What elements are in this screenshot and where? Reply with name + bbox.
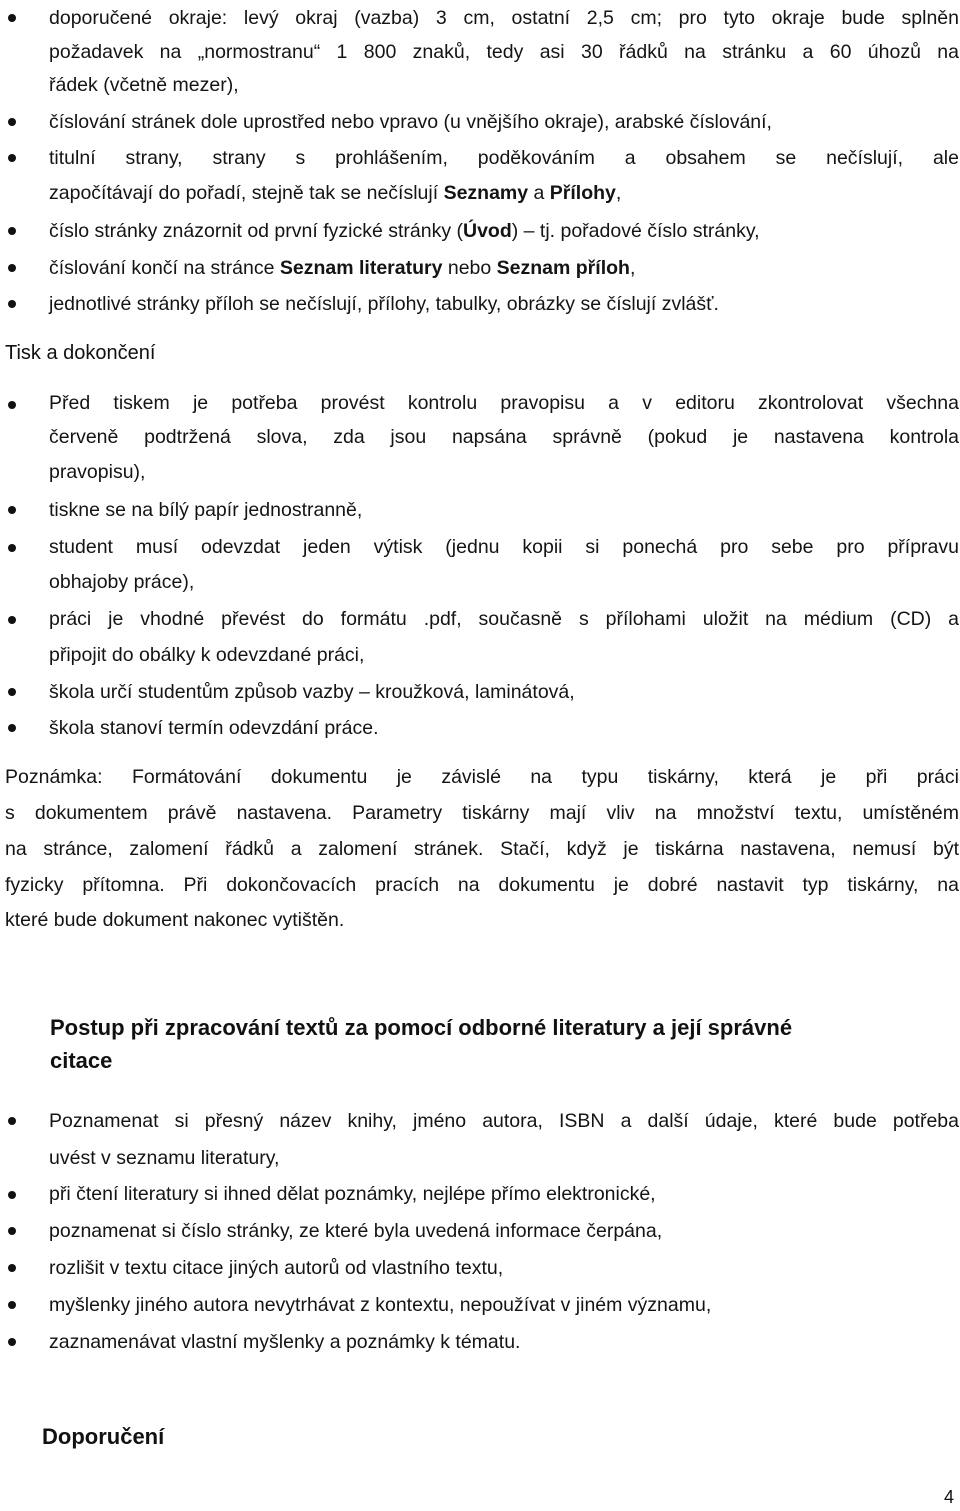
bullet-icon	[8, 14, 16, 22]
list1-item1-line3: řádek (včetně mezer),	[49, 74, 239, 96]
bullet-icon	[8, 227, 16, 235]
list1-item5-seznam-literatury: Seznam literatury	[279, 257, 443, 279]
list2-item1-line2: červeně podtržená slova, zda jsou napsána správně (pokud je nastavena kontrola	[49, 426, 959, 448]
bullet-icon	[8, 1301, 16, 1309]
tisk-heading: Tisk a dokončení	[5, 342, 156, 364]
list1-item3-text-e: ,	[615, 182, 622, 204]
list3-item5: myšlenky jiného autora nevytrhávat z kontextu, nepoužívat v jiném významu,	[49, 1294, 712, 1316]
list3-item2: při čtení literatury si ihned dělat poznámky, nejlépe přímo elektronické,	[49, 1183, 656, 1205]
bullet-icon	[8, 616, 16, 624]
bullet-icon	[8, 1338, 16, 1346]
bullet-icon	[8, 264, 16, 272]
list1-item3-text-c: a	[528, 182, 550, 204]
note-line3: na stránce, zalomení řádků a zalomení stránek. Stačí, když je tiskárna nastavena, nemusí být	[5, 838, 959, 860]
list1-item3-line1: titulní strany, strany s prohlášením, poděkováním a obsahem se nečíslují, ale	[49, 147, 959, 169]
list3-item1-line1: Poznamenat si přesný název knihy, jméno autora, ISBN a další údaje, které bude potřeba	[49, 1110, 959, 1132]
list1-item3-seznamy: Seznamy	[443, 182, 529, 204]
list2-item4-line1: práci je vhodné převést do formátu .pdf, současně s přílohami uložit na médium (CD) a	[49, 608, 959, 630]
list2-item4-line2: připojit do obálky k odevzdané práci,	[49, 644, 365, 666]
bullet-icon	[8, 1191, 16, 1199]
bullet-icon	[8, 1227, 16, 1235]
list1-item6: jednotlivé stránky příloh se nečíslují, přílohy, tabulky, obrázky se číslují zvlášť.	[49, 293, 719, 315]
bullet-icon	[8, 506, 16, 514]
list1-item3-line2	[49, 180, 621, 206]
bullet-icon	[8, 688, 16, 696]
list1-item5-text-c: nebo	[442, 257, 497, 279]
doporuceni-heading: Doporučení	[42, 1424, 165, 1449]
list1-item2: číslování stránek dole uprostřed nebo vpravo (u vnějšího okraje), arabské číslování,	[49, 111, 772, 133]
bullet-icon	[8, 154, 16, 162]
list1-item4-uvod: Úvod	[462, 220, 512, 242]
list2-item3-line1: student musí odevzdat jeden výtisk (jednu kopii si ponechá pro sebe pro přípravu	[49, 536, 959, 558]
list2-item1-line1: Před tiskem je potřeba provést kontrolu pravopisu a v editoru zkontrolovat všechna	[49, 392, 959, 414]
note-line4: fyzicky přítomna. Při dokončovacích pracích na dokumentu je dobré nastavit typ tiskárny, na	[5, 874, 959, 896]
list1-item3-prilohy: Přílohy	[549, 182, 616, 204]
list1-item4-text-a: číslo stránky znázornit od první fyzické stránky (	[49, 220, 463, 242]
list1-item1-line2: požadavek na „normostranu“ 1 800 znaků, tedy asi 30 řádků na stránku a 60 úhozů na	[49, 41, 959, 63]
list3-item3: poznamenat si číslo stránky, ze které byla uvedená informace čerpána,	[49, 1220, 663, 1242]
list3-item1-line2: uvést v seznamu literatury,	[49, 1147, 280, 1169]
bullet-icon	[8, 300, 16, 308]
note-line2: s dokumentem právě nastavena. Parametry tiskárny mají vliv na množství textu, umístěném	[5, 802, 959, 824]
bullet-icon	[8, 1264, 16, 1272]
note-line5: které bude dokument nakonec vytištěn.	[5, 909, 345, 931]
bullet-icon	[8, 724, 16, 732]
list3-item6: zaznamenávat vlastní myšlenky a poznámky k tématu.	[49, 1331, 521, 1353]
bullet-icon	[8, 118, 16, 126]
list1-item4	[49, 218, 760, 244]
bullet-icon	[8, 1117, 16, 1125]
list2-item6: škola stanoví termín odevzdání práce.	[49, 717, 379, 739]
bullet-icon	[8, 401, 16, 409]
list1-item5-text-e: ,	[629, 257, 636, 279]
list3-item4: rozlišit v textu citace jiných autorů od vlastního textu,	[49, 1257, 504, 1279]
bullet-icon	[8, 544, 16, 552]
list1-item1-line1: doporučené okraje: levý okraj (vazba) 3 cm, ostatní 2,5 cm; pro tyto okraje bude splněn	[49, 7, 959, 29]
list1-item3-text-a: započítávají do pořadí, stejně tak se nečíslují	[49, 182, 444, 204]
list1-item5-seznam-priloh: Seznam příloh	[496, 257, 630, 279]
list1-item5	[49, 255, 635, 281]
note-line1: Poznámka: Formátování dokumentu je závislé na typu tiskárny, která je při práci	[5, 766, 959, 788]
list1-item5-text-a: číslování končí na stránce	[49, 257, 280, 279]
list2-item2: tiskne se na bílý papír jednostranně,	[49, 499, 363, 521]
postup-heading-line2: citace	[50, 1048, 113, 1073]
postup-heading-line1: Postup při zpracování textů za pomocí odborné literatury a její správné	[50, 1015, 793, 1040]
page-number: 4	[944, 1487, 955, 1507]
list1-item4-text-c: ) – tj. pořadové číslo stránky,	[511, 220, 760, 242]
list2-item5: škola určí studentům způsob vazby – kroužková, laminátová,	[49, 681, 575, 703]
list2-item3-line2: obhajoby práce),	[49, 571, 195, 593]
list2-item1-line3: pravopisu),	[49, 461, 146, 483]
